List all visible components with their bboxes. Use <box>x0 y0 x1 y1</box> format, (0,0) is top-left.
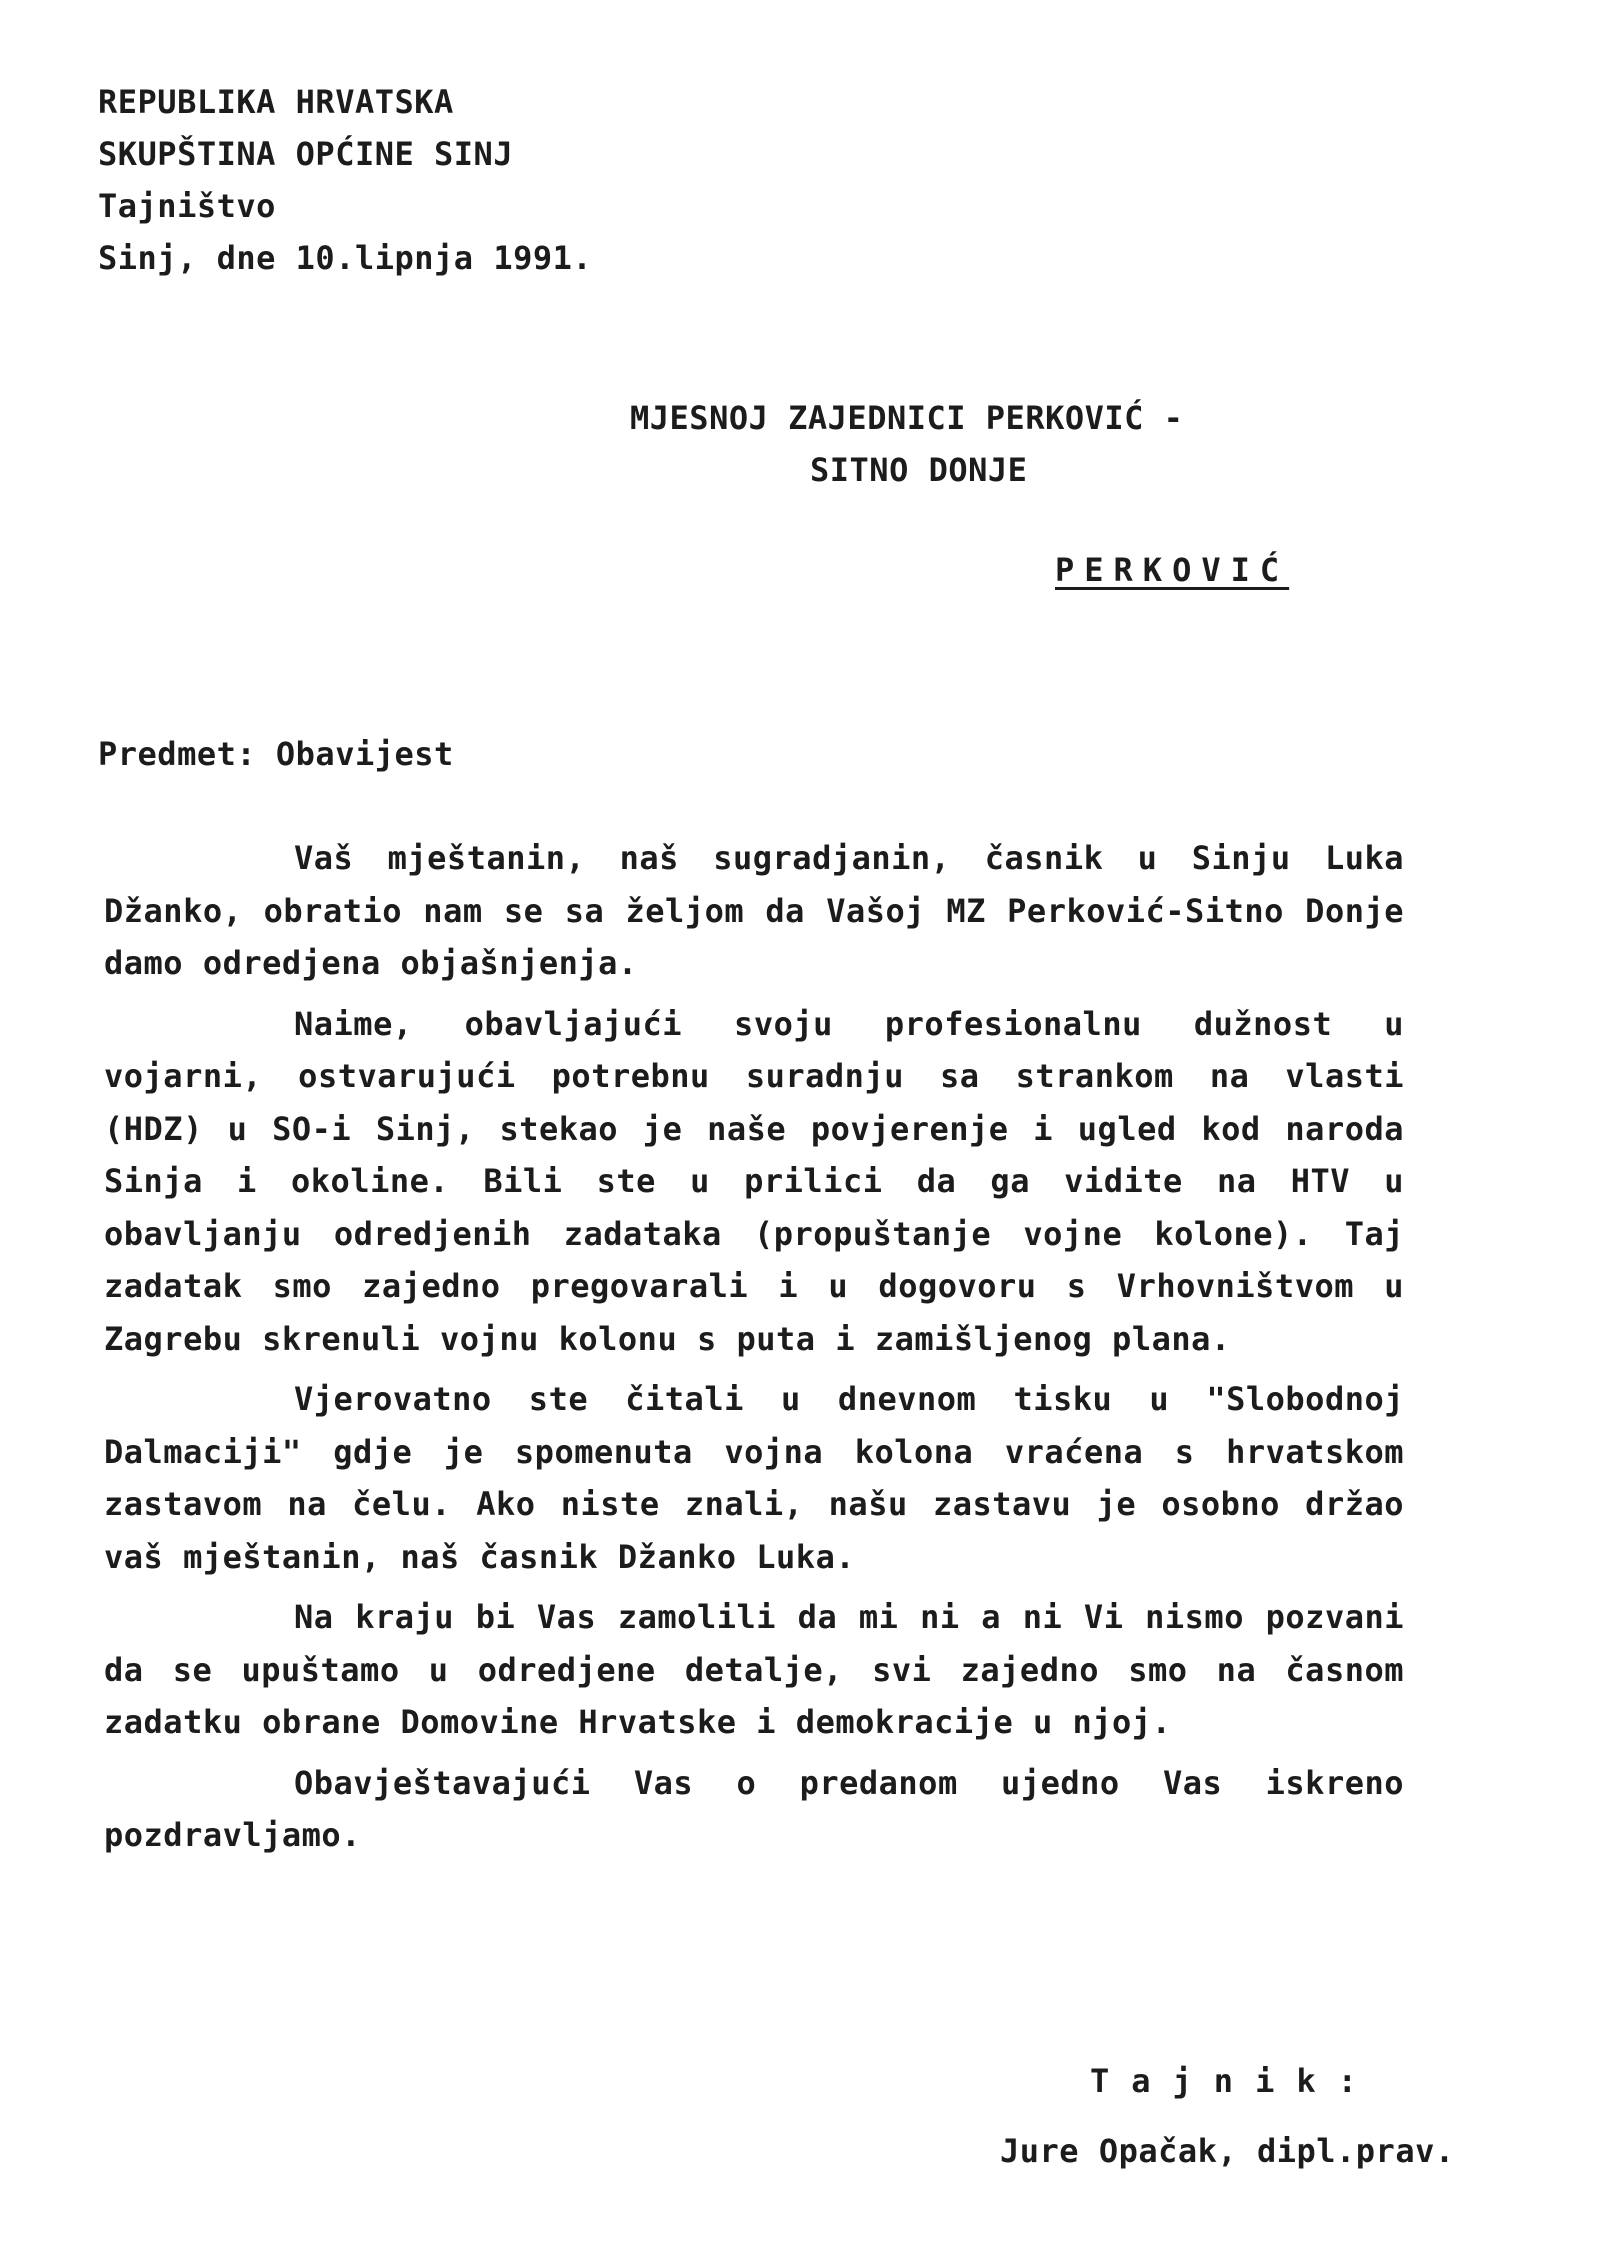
recipient-line-2: SITNO DONJE <box>810 451 1028 489</box>
sender-assembly: SKUPŠTINA OPĆINE SINJ <box>98 135 514 173</box>
sender-office: Tajništvo <box>98 187 276 225</box>
signature-name: Jure Opačak, dipl.prav. <box>1000 2132 1455 2170</box>
recipient-block <box>630 392 1390 496</box>
signature-title: Tajnik: <box>1090 2062 1379 2100</box>
body-paragraph-5: Obavještavajući Vas o predanom ujedno Vas iskreno pozdravljamo. <box>104 1763 1404 1854</box>
sender-place-date: Sinj, dne 10.lipnja 1991. <box>98 239 593 277</box>
body-paragraph-1: Vaš mještanin, naš sugradjanin, časnik u Sinju Luka Džanko, obratio nam se sa željom da Vašoj MZ Perković-Sitno Donje damo odredjena objašnjenja. <box>104 839 1404 982</box>
body-paragraph-3: Vjerovatno ste čitali u dnevnom tisku u "Slobodnoj Dalmaciji" gdje je spomenuta vojna kolona vraćena s hrvatskom zastavom na čelu. Ako niste znali, našu zastavu je osobno držao vaš mještanin, naš časnik Džanko Luka. <box>104 1380 1404 1576</box>
sender-block <box>98 76 798 284</box>
body-paragraph-4: Na kraju bi Vas zamolili da mi ni a ni Vi nismo pozvani da se upuštamo u odredjene detalje, svi zajedno smo na časnom zadatku obrane Domovine Hrvatske i demokracije u njoj. <box>104 1598 1404 1741</box>
subject-line: Predmet: Obavijest <box>98 735 454 773</box>
letter-body <box>104 832 1404 1870</box>
body-paragraph-2: Naime, obavljajući svoju profesionalnu dužnost u vojarni, ostvarujući potrebnu suradnju sa strankom na vlasti (HDZ) u SO-i Sinj, stekao je naše povjerenje i ugled kod naroda Sinja i okoline. Bili ste u prilici da ga vidite na HTV u obavljanju odredjenih zadataka (propuštanje vojne kolone). Taj zadatak smo zajedno pregovarali i u dogovoru s Vrhovništvom u Zagrebu skrenuli vojnu kolonu s puta i zamišljenog plana. <box>104 1004 1404 1358</box>
recipient-city: PERKOVIĆ <box>1055 551 1290 589</box>
sender-country: REPUBLIKA HRVATSKA <box>98 83 454 121</box>
signature-block <box>1000 2055 1520 2177</box>
recipient-line-1: MJESNOJ ZAJEDNICI PERKOVIĆ - <box>630 399 1184 437</box>
